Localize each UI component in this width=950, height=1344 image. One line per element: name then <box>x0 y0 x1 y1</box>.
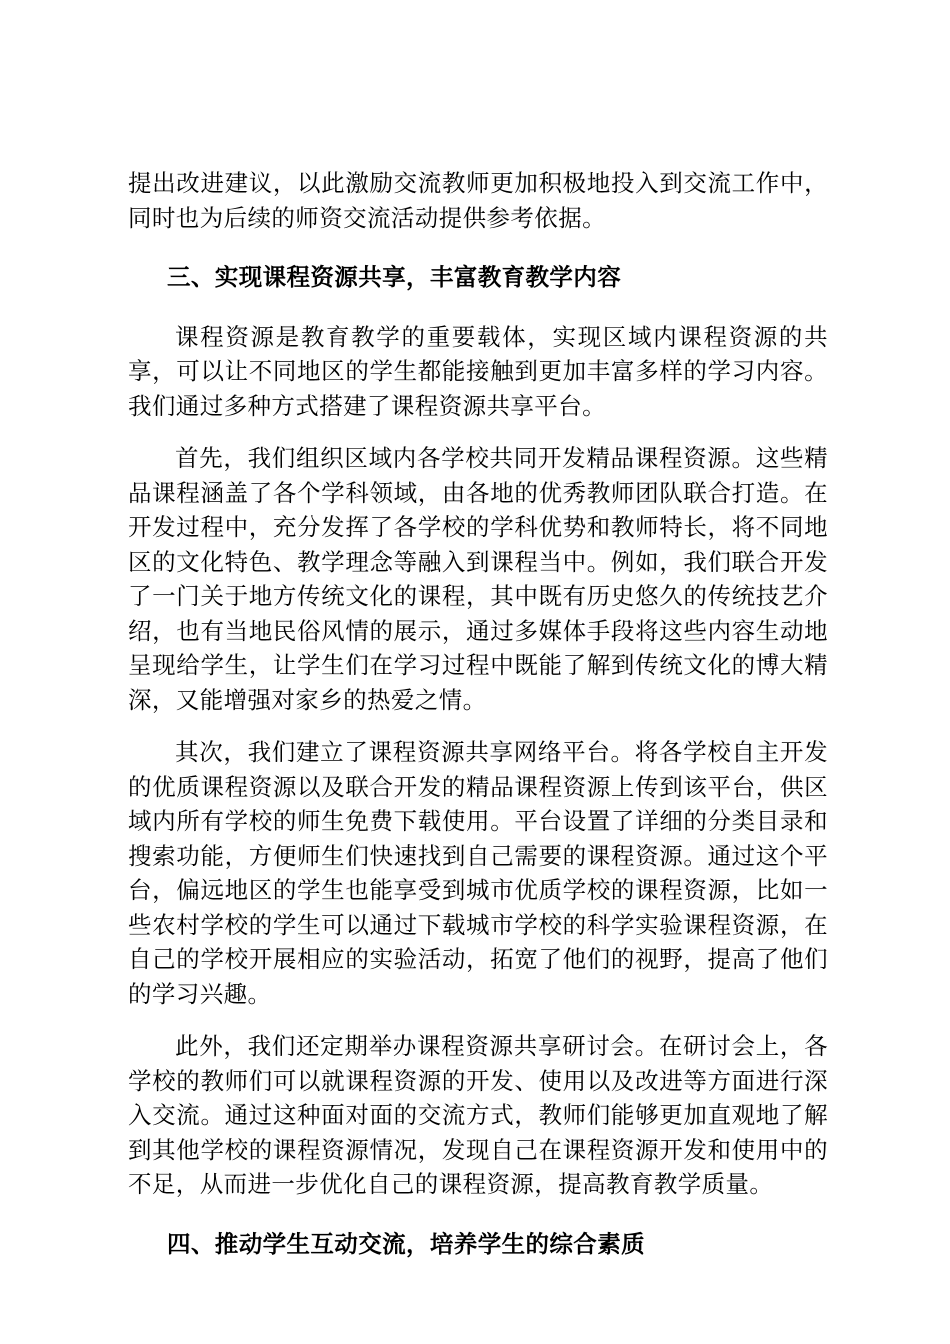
body-paragraph: 首先，我们组织区域内各学校共同开发精品课程资源。这些精品课程涵盖了各个学科领域，由各地的优秀教师团队联合打造。在开发过程中，充分发挥了各学校的学科优势和教师特长，将不同地区的文化特色、教学理念等融入到课程当中。例如，我们联合开发了一门关于地方传统文化的课程，其中既有历史悠久的传统技艺介绍，也有当地民俗风情的展示，通过多媒体手段将这些内容生动地呈现给学生，让学生们在学习过程中既能了解到传统文化的博大精深，又能增强对家乡的热爱之情。 <box>128 444 828 714</box>
section-heading-4: 四、推动学生互动交流，培养学生的综合素质 <box>167 1229 645 1258</box>
intro-paragraph: 提出改进建议，以此激励交流教师更加积极地投入到交流工作中，同时也为后续的师资交流活动提供参考依据。 <box>128 169 828 232</box>
body-paragraph: 其次，我们建立了课程资源共享网络平台。将各学校自主开发的优质课程资源以及联合开发的精品课程资源上传到该平台，供区域内所有学校的师生免费下载使用。平台设置了详细的分类目录和搜索功能，方便师生们快速找到自己需要的课程资源。通过这个平台，偏远地区的学生也能享受到城市优质学校的课程资源，比如一些农村学校的学生可以通过下载城市学校的科学实验课程资源，在自己的学校开展相应的实验活动，拓宽了他们的视野，提高了他们的学习兴趣。 <box>128 738 828 1008</box>
section-heading-3: 三、实现课程资源共享，丰富教育教学内容 <box>167 263 622 291</box>
document-page <box>128 166 828 1261</box>
body-paragraph: 课程资源是教育教学的重要载体，实现区域内课程资源的共享，可以让不同地区的学生都能接触到更加丰富多样的学习内容。我们通过多种方式搭建了课程资源共享平台。 <box>128 322 828 420</box>
body-paragraph: 此外，我们还定期举办课程资源共享研讨会。在研讨会上，各学校的教师们可以就课程资源的开发、使用以及改进等方面进行深入交流。通过这种面对面的交流方式，教师们能够更加直观地了解到其他学校的课程资源情况，发现自己在课程资源开发和使用中的不足，从而进一步优化自己的课程资源，提高教育教学质量。 <box>128 1032 828 1198</box>
